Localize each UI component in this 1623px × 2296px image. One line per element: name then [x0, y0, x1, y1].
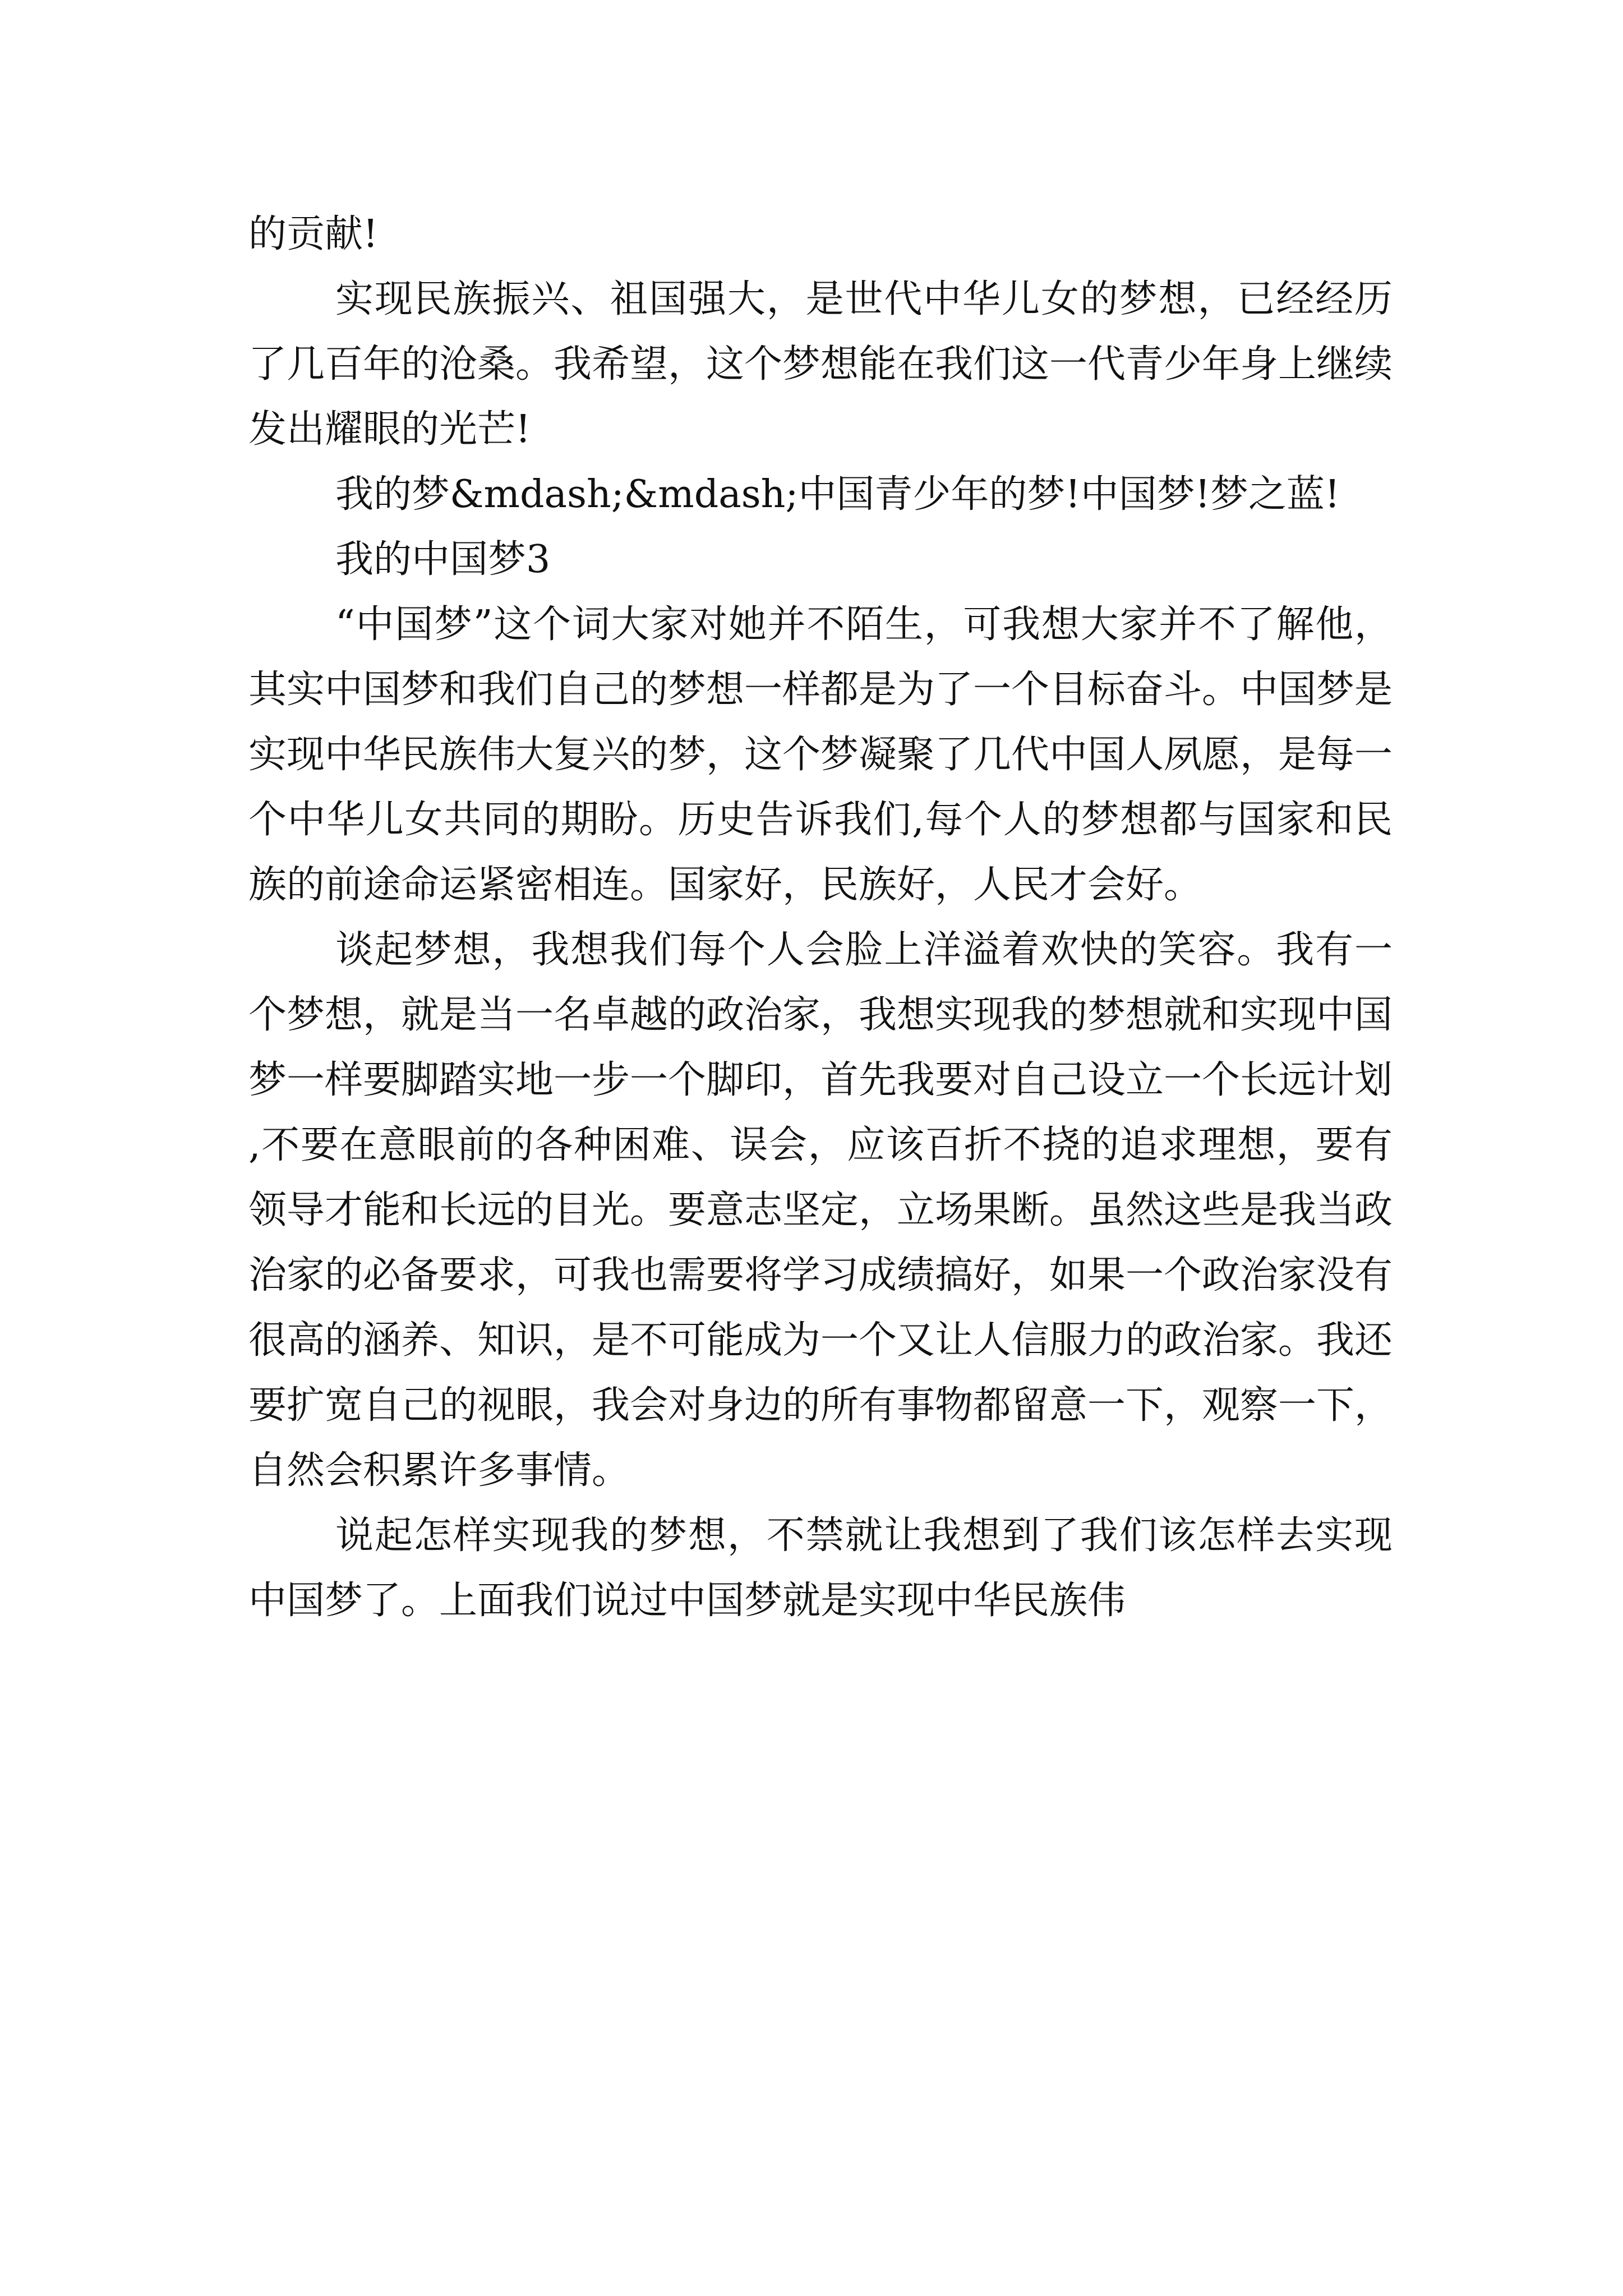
- paragraph-6: 谈起梦想，我想我们每个人会脸上洋溢着欢快的笑容。我有一个梦想，就是当一名卓越的政治家，我想实现我的梦想就和实现中国梦一样要脚踏实地一步一个脚印，首先我要对自己设立一个长远计划,不要在意眼前的各种困难、误会，应该百折不挠的追求理想，要有领导才能和长远的目光。要意志坚定，立场果断。虽然这些是我当政治家的必备要求，可我也需要将学习成绩搞好，如果一个政治家没有很高的涵养、知识，是不可能成为一个又让人信服力的政治家。我还要扩宽自己的视眼，我会对身边的所有事物都留意一下，观察一下，自然会积累许多事情。: [248, 928, 1393, 1493]
- paragraph-3: 我的梦&mdash;&mdash;中国青少年的梦!中国梦!梦之蓝!: [335, 472, 1340, 517]
- paragraph-1: 的贡献!: [248, 212, 379, 256]
- paragraph-5: “中国梦”这个词大家对她并不陌生，可我想大家并不了解他，其实中国梦和我们自己的梦想一样都是为了一个目标奋斗。中国梦是实现中华民族伟大复兴的梦，这个梦凝聚了几代中国人夙愿，是每一个中华儿女共同的期盼。历史告诉我们,每个人的梦想都与国家和民族的前途命运紧密相连。国家好，民族好，人民才会好。: [248, 602, 1393, 907]
- text-column: [248, 202, 1393, 1634]
- section-heading: 我的中国梦3: [335, 537, 551, 582]
- paragraph-7: 说起怎样实现我的梦想，不禁就让我想到了我们该怎样去实现中国梦了。上面我们说过中国梦就是实现中华民族伟: [248, 1513, 1393, 1623]
- paragraph-2: 实现民族振兴、祖国强大，是世代中华儿女的梦想，已经经历了几百年的沧桑。我希望，这个梦想能在我们这一代青少年身上继续发出耀眼的光芒!: [248, 277, 1393, 452]
